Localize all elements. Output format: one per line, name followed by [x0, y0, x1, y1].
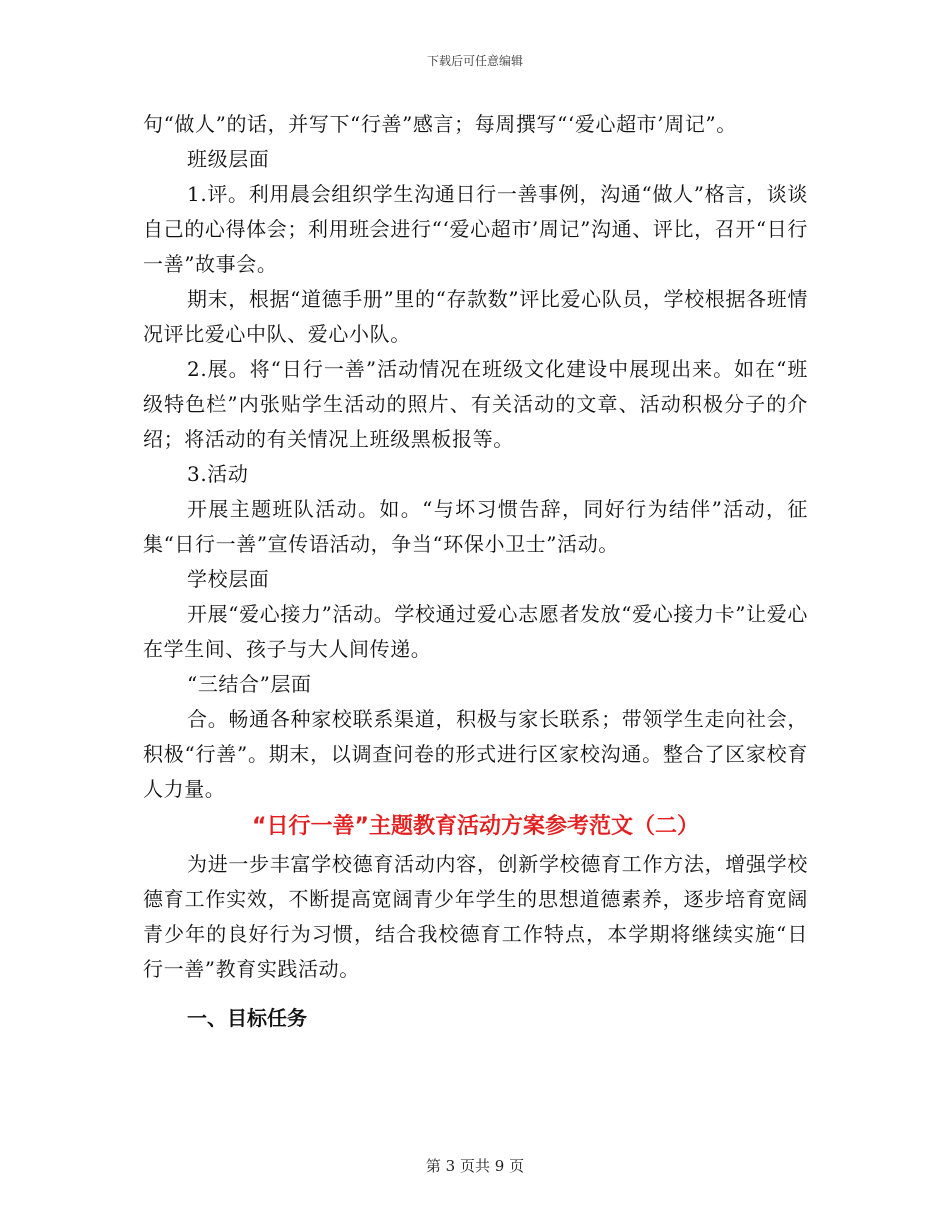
- intro-paragraph: 为进一步丰富学校德育活动内容，创新学校德育工作方法，增强学校德育工作实效，不断提高宽阔青少年学生的思想道德素养，逐步培育宽阔青少年的良好行为习惯，结合我校德育工作特点，本学期将继续实施“日行一善”教育实践活动。: [143, 852, 808, 981]
- page-footer: 第 3 页共 9 页: [425, 1157, 525, 1175]
- paragraph: 1.评。利用晨会组织学生沟通日行一善事例，沟通“做人”格言，谈谈自己的心得体会；利用班会进行“‘爱心超市’周记”沟通、评比，召开“日行一善”故事会。: [143, 182, 808, 276]
- section-title: “日行一善”主题教育活动方案参考范文（二）: [252, 814, 699, 839]
- paragraph: 句“做人”的话，并写下“行善”感言；每周撰写“‘爱心超市’周记”。: [143, 112, 737, 136]
- paragraph: 3.活动: [187, 462, 249, 486]
- paragraph: 开展“爱心接力”活动。学校通过爱心志愿者发放“爱心接力卡”让爱心在学生间、孩子与大人间传递。: [143, 602, 808, 661]
- subheading-school-level: 学校层面: [187, 567, 270, 591]
- paragraph: 开展主题班队活动。如。“与坏习惯告辞，同好行为结伴”活动，征集“日行一善”宣传语活动，争当“环保小卫士”活动。: [143, 497, 808, 556]
- subheading-three-combination: “三结合”层面: [187, 672, 312, 696]
- page-header: 下载后可任意编辑: [426, 54, 523, 68]
- document-body: [143, 107, 808, 1036]
- paragraph: 2.展。将“日行一善”活动情况在班级文化建设中展现出来。如在“班级特色栏”内张贴学生活动的照片、有关活动的文章、活动积极分子的介绍；将活动的有关情况上班级黑板报等。: [143, 357, 808, 451]
- heading-goals: 一、目标任务: [187, 1006, 307, 1030]
- paragraph: 期末，根据“道德手册”里的“存款数”评比爱心队员，学校根据各班情况评比爱心中队、爱心小队。: [143, 287, 808, 346]
- paragraph: 合。畅通各种家校联系渠道，积极与家长联系；带领学生走向社会，积极“行善”。期末，以调查问卷的形式进行区家校沟通。整合了区家校育人力量。: [143, 707, 808, 801]
- subheading-class-level: 班级层面: [187, 147, 270, 171]
